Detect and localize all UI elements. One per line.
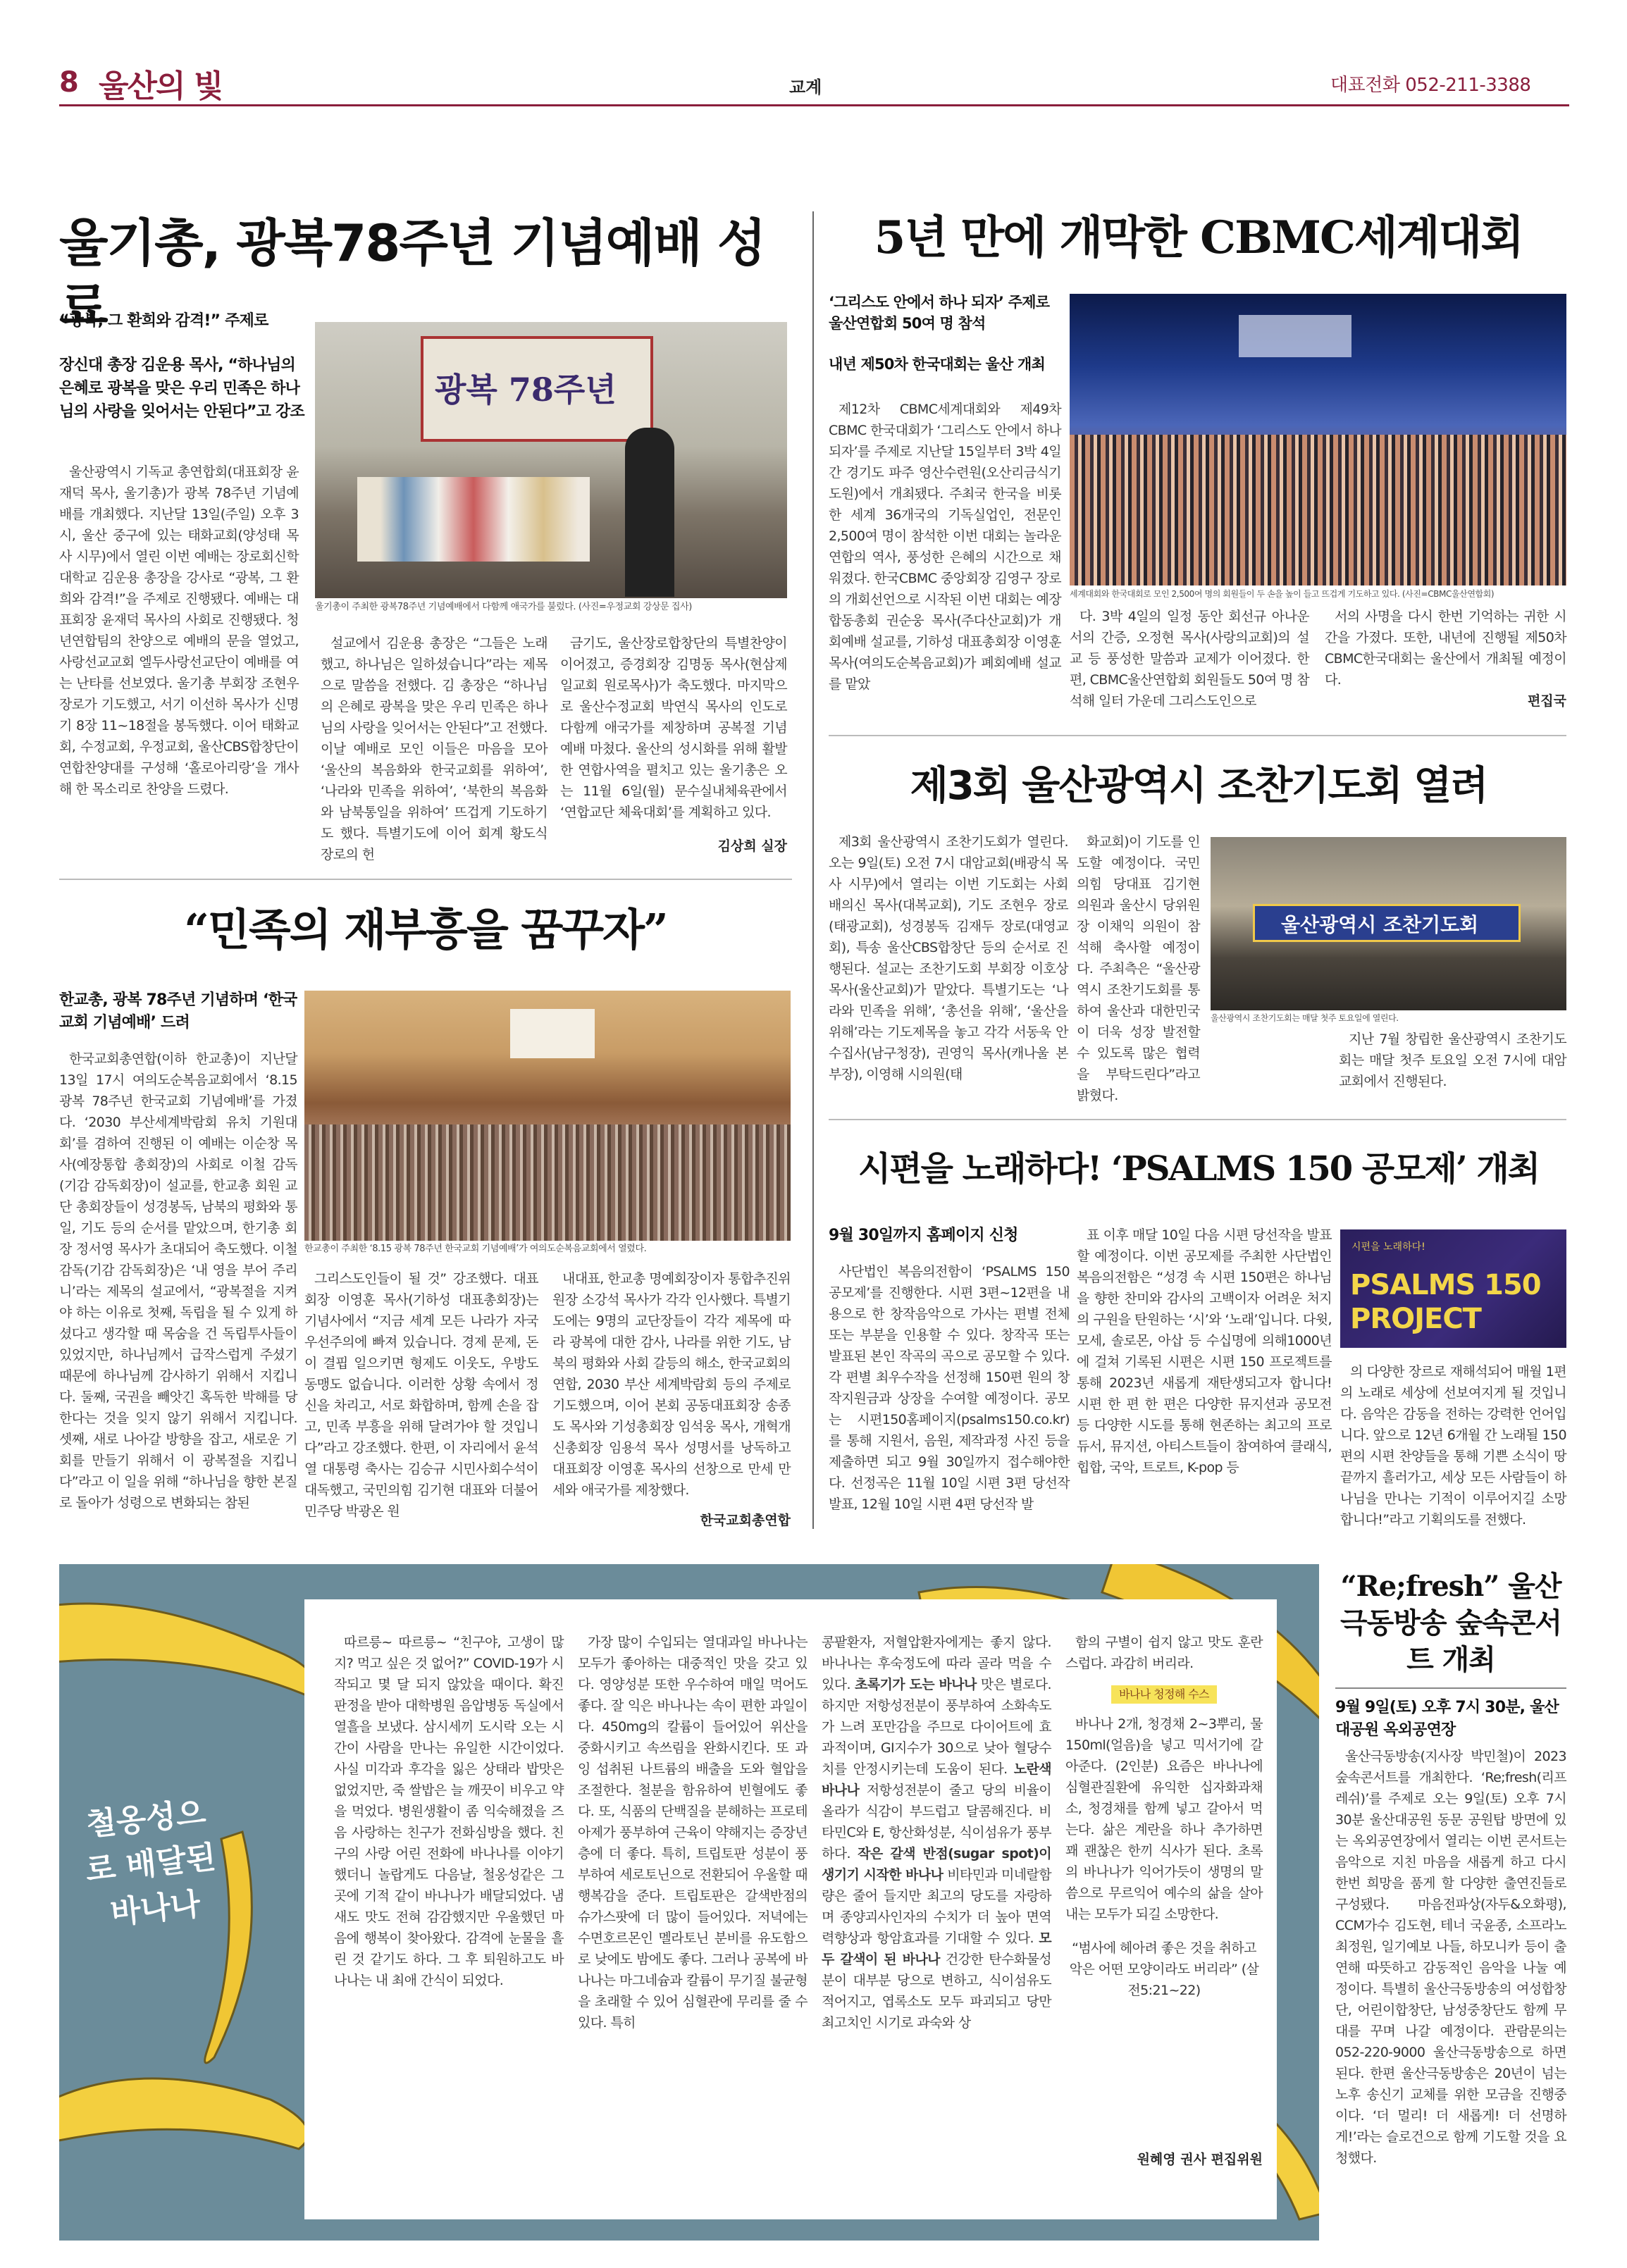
article6-col3-bold2: 노란색 바나나	[822, 1761, 1051, 1798]
divider	[829, 735, 1566, 736]
article7-title: “Re;fresh” 울산극동방송 숲속콘서트 개최	[1340, 1570, 1562, 1676]
article3-title: 제3회 울산광역시 조찬기도회 열려	[910, 763, 1487, 809]
banana-vertical-title: 철옹성으로 배달된 바나나	[84, 1795, 218, 1932]
divider	[829, 1119, 1566, 1120]
header-rule	[59, 104, 1569, 106]
article6-byline: 원혜영 권사 편집위원	[1137, 2152, 1263, 2167]
article3-col2	[1077, 831, 1200, 1106]
article1-col1	[59, 461, 299, 800]
column-divider	[812, 211, 814, 1529]
banana-feature	[59, 1564, 1319, 2241]
masthead-logo: 울산의 빛	[99, 68, 223, 104]
article3-col1-text: 제3회 울산광역시 조찬기도회가 열린다. 오는 9일(토) 오전 7시 대암교회(배광식 목사 시무)에서 열리는 이번 기도회는 사회 배의신 목사(대복교회), 기도 조현우 장로(태광교회), 성경봉독 김재두 장로(대영교회), 특송 울산CBS합창단 등의 순서로 진행된다. 설교는 조찬기도회 부회장 이호상 목사(울산교회)가 맡았다. 특별기도는 ‘나라와 민족을 위해’, ‘총선을 위해’, ‘울산을 위해’라는 기도제목을 놓고 각각 서동욱 안수집사(남구청장), 권영익 목사(캐나울 본부장), 이영해 시의원(태	[829, 834, 1068, 1082]
article6-col3-text2: 맛은 별로다. 하지만 저항성전분이 풍부하여 소화속도가 느려 포만감을 주므로 다이어트에 효과적이며, GI지수가 30으로 낮아 혈당수치를 안정시키는데 도움이 된다.	[822, 1677, 1051, 1777]
poster-title-line2: PROJECT	[1350, 1303, 1481, 1335]
article3-col1	[829, 831, 1068, 1085]
article1-subtitle1: “광복, 그 환희와 감격!” 주제로	[59, 312, 268, 330]
psalms-poster	[1340, 1229, 1566, 1348]
article4-col3	[552, 1268, 791, 1501]
article2-title: 5년 만에 개막한 CBMC세계대회	[874, 211, 1523, 264]
banner-text: 울산광역시 조찬기도회	[1281, 913, 1479, 936]
article6-col3-text4: 비타민과 미네랄함량은 줄어 들지만 최고의 당도를 자랑하며 종양괴사인자의 수치가 더 높아 면역력향상과 항암효과를 기대할 수 있다.	[822, 1867, 1051, 1946]
phone-number: 대표전화 052-211-3388	[1330, 75, 1531, 96]
article7-subtitle: 9월 9일(토) 오후 7시 30분, 울산대공원 옥외공연장	[1335, 1699, 1559, 1739]
article2-col1-text: 제12차 CBMC세계대회와 제49차 CBMC 한국대회가 ‘그리스도 안에서 하나 되자’를 주제로 지난달 15일부터 3박 4일간 경기도 파주 영산수련원(오산리금식기도원)에서 개최됐다. 주최국 한국을 비롯한 세계 36개국의 기독실업인, 전문인 2,500여 명이 참석한 이번 대회는 놀라운 연합의 역사, 풍성한 은혜의 시간으로 채워졌다. 한국CBMC 중앙회장 김영구 장로의 개회선언으로 시작된 이번 대회는 예장합동총회 권순웅 목사(주다산교회)가 개회예배 설교를, 기하성 대표총회장 이영훈 목사(여의도순복음교회)가 폐회예배 설교를 맡았	[829, 402, 1061, 692]
article7-body-text: 울산극동방송(지사장 박민철)이 2023 숲속콘서트를 개최한다. ‘Re;fresh(리프레쉬)’를 주제로 오는 9일(토) 오후 7시 30분 울산대공원 동문 공원탑 방면에 있는 옥외공연장에서 열리는 이번 콘서트는 음악으로 지친 마음을 새롭게 하고 다시 한번 희망을 품게 할 다양한 출연진들로 구성됐다. 마음전파상(자두&오화평), CCM가수 김도현, 테너 국윤종, 소프라노 최정원, 일기예보 나들, 하모니카 등이 출연해 따뜻하고 감동적인 음악을 나눌 예정이다. 특별히 울산극동방송의 여성합창단, 어린이합창단, 남성중창단도 함께 무대를 꾸며 나갈 예정이다. 관람문의는 052-220-9000 울산극동방송으로 하면 된다. 한편 울산극동방송은 20년이 넘는 노후 송신기 교체를 위한 모금을 진행중이다. ‘더 멀리! 더 새롭게! 더 선명하게!’라는 슬로건으로 함께 기도할 것을 요청했다.	[1335, 1749, 1566, 2166]
article1-col3	[560, 633, 787, 823]
banana-shape	[59, 2078, 308, 2149]
article1-col2	[321, 633, 548, 865]
article4-col1-text: 한국교회총연합(이하 한교총)이 지난달 13일 17시 여의도순복음교회에서 ‘8.15 광복 78주년 한국교회 기념예배’를 가졌다. ‘2030 부산세계박람회 유치 기원대회’를 겸하여 진행된 이 예배는 이순창 목사(예장통합 총회장)의 사회로 이철 감독(기감 감독회장)이 설교를, 한교총 회원 교단 총회장들이 성경봉독, 남북의 평화와 통일, 기도 등의 순서를 맡았으며, 한기총 회장 정서영 목사가 초대되어 축도했다. 이철 감독(기감 감독회장)은 ‘내 영을 부어 주리니’라는 제목의 설교에서, “광복절을 지켜야 하는 이유로 첫째, 독립을 될 수 있게 하셨다고 생각할 때 목숨을 건 독립투사들이 있었지만, 하나님께서 급작스럽게 주셨기 때문에 하나님께 감사하기 위해서 지킵니다. 둘째, 국권을 빼앗긴 혹독한 박해를 당한다는 것을 잊지 않기 위해서 지킵니다. 셋째, 새로 나아갈 방향을 잡고, 새로운 기회를 만들기 위해서 이 광복절을 지킵니다”라고 이 일을 위해 “하나님을 향한 본질로 돌아가 성령으로 변화되는 참된	[59, 1051, 297, 1511]
banana-shape	[59, 1604, 316, 1698]
article6-col4-text2: 바나나 2개, 청경채 2~3뿌리, 물 150ml(얼음)을 넣고 믹서기에 갈아준다. (2인분) 요즘은 바나나에 심혈관질환에 유익한 십자화과채소, 청경채를 함께 넣고 갈아서 먹는다. 삶은 계란을 하나 추가하면 꽤 괜찮은 한끼 식사가 된다. 초록의 바나나가 익어가듯이 생명의 말씀으로 무르익어 예수의 삶을 살아내는 모두가 되길 소망한다.	[1065, 1716, 1263, 1922]
article1-byline: 김상희 실장	[717, 838, 787, 854]
article2-byline: 편집국	[1527, 693, 1566, 709]
article5-subtitle: 9월 30일까지 홈페이지 신청	[829, 1227, 1018, 1244]
article5-col2-text: 표 이후 매달 10일 다음 시편 당선작을 발표할 예정이다. 이번 공모제를 주최한 사단법인 복음의전함은 “성경 속 시편 150편은 하나님을 향한 찬미와 감사의 고백이자 어려운 처지의 구원을 탄원하는 ‘시’와 ‘노래’입니다. 다윗, 모세, 솔로몬, 아삽 등 수십명에 의해1000년에 걸쳐 기록된 시편은 시편 150 프로젝트를 통해 2023년 새롭게 재탄생되고자 합니다! 시편 한 편 한 편은 다양한 뮤지션과 공모전 등 다양한 시도를 통해 현존하는 최고의 프로듀서, 뮤지션, 아티스트들이 참여하여 클래식, 힙합, 국악, 트로트, K-pop 등	[1077, 1227, 1332, 1475]
article5-col2	[1077, 1225, 1332, 1478]
article2-col2-text: 다. 3박 4일의 일정 동안 회선규 아나운서의 간증, 오정현 목사(사랑의교회)의 설교 등 풍성한 말씀과 교제가 이어졌다. 한편, CBMC울산연합회 회원들도 50여 명 참석해 일터 가운데 그리스도인으로	[1070, 609, 1309, 709]
article5-col1	[829, 1261, 1070, 1515]
section-label: 교계	[789, 78, 822, 97]
article2-caption: 세계대회와 한국대회로 모인 2,500여 명의 회원들이 두 손을 높이 들고 뜨겁게 기도하고 있다. (사진=CBMC울산연합회)	[1070, 589, 1495, 599]
article6-col2-text: 가장 많이 수입되는 열대과일 바나나는 모두가 좋아하는 대중적인 맛을 갖고 있다. 영양성분 또한 우수하여 매일 먹어도 좋다. 잘 익은 바나나는 속이 편한 과일이다. 450mg의 칼륨이 들어있어 위산을 중화시키고 속쓰림을 완화시킨다. 또 과잉 섭취된 나트륨의 배출을 도와 혈압을 조절한다. 철분을 함유하여 빈혈에도 좋다. 또, 식품의 단백질을 분해하는 프로테아제가 풍부하여 근육이 약해지는 증장년층에 더 좋다. 특히, 트립토판 성분이 풍부하여 세로토닌으로 전환되어 우울할 때 행복감을 준다. 트립토판은 갈색반점의 슈가스팟에 더 많이 들어있다. 저녁에는 수면호르몬인 멜라토닌 분비를 유도함으로 낮에도 밤에도 좋다. 그러나 공복에 바나나는 마그네슘과 칼륨이 무기질 불균형을 초래할 수 있어 심혈관에 무리를 줄 수 있다. 특히	[578, 1635, 808, 2031]
poster-small-text: 시편을 노래하다!	[1351, 1241, 1425, 1253]
audience	[304, 1124, 791, 1241]
article2-col1	[829, 399, 1061, 695]
article2-subtitle1: ‘그리스도 안에서 하나 되자’ 주제로 울산연합회 50여 명 참석	[829, 294, 1050, 332]
article6-col3-bold4: 모두 갈색이 된 바나나	[822, 1931, 1051, 1967]
article6-col4-text1: 함의 구별이 쉽지 않고 맛도 훈란스럽다. 과감히 버리라.	[1065, 1635, 1263, 1671]
article6-col4	[1065, 1632, 1263, 2001]
article3-col2-text: 화교회)이 기도를 인도할 예정이다. 국민의힘 당대표 김기현 의원과 울산시 당위원장 이채익 의원이 참석해 축사할 예정이다. 주최측은 “울산광역시 조찬기도회를 통하여 울산과 대한민국이 더욱 성장 발전할 수 있도록 많은 협력을 부탁드린다”라고 밝혔다.	[1077, 834, 1200, 1103]
article2-col3-text: 서의 사명을 다시 한번 기억하는 귀한 시간을 가졌다. 또한, 내년에 진행될 제50차 CBMC한국대회는 울산에서 개최될 예정이다.	[1325, 609, 1566, 688]
article1-col1-text: 울산광역시 기독교 총연합회(대표회장 윤재덕 목사, 울기총)가 광복 78주년 기념예배를 개최했다. 지난달 13일(주일) 오후 3시, 울산 중구에 있는 태화교회(양성태 목사 시무)에서 열린 이번 예배는 장로회신학대학교 김운용 총장을 강사로 “광복, 그 환희와 감격!”을 주제로 진행됐다. 예배는 대표회장 윤재덕 목사의 사회로 진행됐다. 청년연합팀의 찬양으로 예배의 문을 열었고, 사랑선교교회 엘두사랑선교단이 예배를 여는 난타를 선보였다. 울기총 부회장 조현우 장로가 기도했고, 서기 이선하 목사가 신명기 8장 11~18절을 봉독했다. 이어 태화교회, 수정교회, 우정교회, 울산CBS합창단이 연합찬양대를 구성해 ‘홀로아리랑’을 개사해 한 목소리로 찬양을 드렸다.	[59, 464, 299, 797]
article2-col2	[1070, 606, 1309, 712]
article4-subtitle: 한교총, 광복 78주년 기념하며 ‘한국교회 기념예배’ 드려	[59, 991, 297, 1031]
page-number: 8	[59, 66, 79, 99]
article1-title: 울기총, 광복78주년 기념예배 성료	[59, 213, 765, 336]
article6-col3-text3: 저항성전분이 줄고 당의 비율이 올라가 식감이 부드럽고 달콤해진다. 비타민C와 E, 항산화성분, 식이섬유가 풍부하다.	[822, 1783, 1051, 1861]
article2-subtitle2: 내년 제50차 한국대회는 울산 개최	[829, 356, 1045, 373]
article5-col1-text: 사단법인 복음의전함이 ‘PSALMS 150 공모제’를 진행한다. 시편 3편~12편을 내용으로 한 창작음악으로 가사는 편별 전체 또는 부분을 인용할 수 있다. 창작곡 또는 발표된 본인 작곡의 곡으로 공모할 수 있다. 각 편별 최우수작을 선정해 150편 원의 창작지원금과 상장을 수여할 예정이다. 공모는 시편150홈페이지(psalms150.co.kr)를 통해 지원서, 음원, 제작과정 사진 등을 제출하면 되고 9월 30일까지 접수해야한다. 선정곡은 11월 10일 시편 3편 당선작 발표, 12월 10일 시편 4편 당선작 발	[829, 1264, 1070, 1512]
article6-col3-text1: 콩팥환자, 저혈압환자에게는 좋지 않다. 바나나는 후숙정도에 따라 골라 먹을 수 있다.	[822, 1635, 1051, 1692]
article4-photo	[304, 991, 791, 1241]
divider	[59, 879, 792, 880]
article3-photo	[1211, 837, 1566, 1010]
article7-body	[1335, 1746, 1566, 2169]
article1-caption: 울기총이 주최한 광복78주년 기념예배에서 다함께 애국가를 불렀다. (사진=우정교회 강상문 집사)	[315, 602, 692, 612]
banner-text: 광복 78주년	[435, 371, 617, 409]
article6-quote: “범사에 헤아려 좋은 것을 취하고 악은 어떤 모양이라도 버리라” (살전5:21~22)	[1069, 1940, 1259, 1998]
article2-photo	[1070, 294, 1566, 585]
article4-col3-text: 내대표, 한교총 명예회장이자 통합추진위원장 소강석 목사가 각각 인사했다. 특별기도에는 9명의 교단장들이 각각 제목에 따라 광복에 대한 감사, 나라를 위한 기도, 남북의 평화와 사회 갈등의 해소, 한국교회의 연합, 2030 부산 세계박람회 등의 주제로 기도했으며, 이어 본회 공동대표회장 송종도 목사와 기성총회장 임석웅 목사, 개혁개신총회장 임용석 목사 성명서를 낭독하고 대표회장 이영훈 목사의 선창으로 만세 만세와 애국가를 제창했다.	[552, 1271, 791, 1498]
article4-byline: 한국교회총연합	[700, 1513, 791, 1528]
article6-col3-bold1: 초록기가 도는 바나나	[854, 1677, 977, 1692]
article4-title: “민족의 재부흥을 꿈꾸자”	[184, 904, 667, 955]
article4-col2-text: 그리스도인들이 될 것” 강조했다. 대표회장 이영훈 목사(기하성 대표총회장)는 기념사에서 “지금 세계 모든 나라가 자국 우선주의에 빠져 있습니다. 경제 문제, 돈이 결핍 일으키면 형제도 이웃도, 우방도 동맹도 없습니다. 이러한 상황 속에서 정신을 차리고, 서로 화합하며, 함께 손을 잡고, 민족 부흥을 위해 달려가야 할 것입니다”라고 강조했다. 한편, 이 자리에서 윤석열 대통령 축사는 김승규 시민사회수석이 대독했고, 국민의힘 김기현 대표와 더불어민주당 박광온 원	[304, 1271, 538, 1519]
article1-photo	[315, 322, 787, 598]
article6-col1-text: 따르릉~ 따르릉~ “친구야, 고생이 많지? 먹고 싶은 것 없어?” COVID-19가 시작되고 몇 달 되지 않았을 때이다. 확진 판정을 받아 대학병원 음압병동 독실에서 열흘을 보냈다. 삼시세끼 도시락 오는 시간이 사람을 만나는 유일한 시간이었다. 사실 미각과 후각을 잃은 상태라 밥맛은 없었지만, 죽 쌀밥은 늘 깨끗이 비우고 약을 먹었다. 병원생활이 좀 익숙해졌을 즈음 사랑하는 친구가 전화심방을 했다. 친구의 사랑 어린 전화에 바나나를 이야기했더니 놀랍게도 다음날, 철옹성같은 그곳에 기적 같이 바나나가 배달되었다. 냄새도 맛도 전혀 감감했지만 우울했던 마음에 행복이 찾아왔다. 감격에 눈물을 흘린 것 같기도 하다. 그 후 퇴원하고도 바나나는 내 최애 간식이 되었다.	[334, 1635, 564, 1988]
article7-title-rule	[1335, 1687, 1566, 1689]
article3-col3	[1339, 1029, 1566, 1092]
recipe-title: 바나나 청정해 수스	[1111, 1685, 1217, 1704]
article1-col3-text: 금기도, 울산장로합창단의 특별찬양이 이어졌고, 증경회장 김명동 목사(현삼제일교회 원로목사)가 축도했다. 마지막으로 울산수정교회 박연식 목사의 인도로 다함께 애국가를 제창하며 공복절 기념예배 마쳤다. 울산의 성시화를 위해 활발한 연합사역을 펼치고 있는 울기총은 오는 11월 6일(월) 문수실내체육관에서 ‘연합교단 체육대회’를 계획하고 있다.	[560, 636, 787, 820]
article4-col2	[304, 1268, 538, 1522]
stage-screen	[1239, 315, 1351, 357]
poster-title-line1: PSALMS 150	[1350, 1269, 1541, 1301]
article1-col2-text: 설교에서 김운용 총장은 “그들은 노래했고, 하나님은 일하셨습니다”라는 제목으로 말씀을 전했다. 김 총장은 “하나님의 은혜로 광복을 맞은 우리 민족은 하나님의 사랑을 잊어서는 안된다”고 전했다. 이날 예배로 모인 이들은 마음을 모아 ‘울산의 복음화와 한국교회를 위하여’, ‘나라와 민족을 위하여’, ‘북한의 복음화와 남북통일을 위하여’ 뜨겁게 기도하기도 했다. 특별기도에 이어 회계 황도식 장로의 헌	[321, 636, 548, 862]
article5-col3-text: 의 다양한 장르로 재해석되어 매월 1편의 노래로 세상에 선보여지게 될 것입니다. 음악은 감동을 전하는 강력한 언어입니다. 앞으로 12년 6개월 간 노래될 150편의 시편 찬양들을 통해 기쁜 소식이 땅끝까지 흘러가고, 세상 모든 사람들이 하나님을 만나는 기적이 이루어지길 소망합니다!”라고 기획의도를 전했다.	[1340, 1364, 1566, 1528]
article6-col3-text5: 건강한 탄수화물성분이 대부분 당으로 변하고, 식이섬유도 적어지고, 엽록소도 모두 파괴되고 당만 최고치인 시기로 과숙와 상	[822, 1952, 1051, 2031]
article2-col3	[1325, 606, 1566, 690]
article5-title: 시편을 노래하다! ‘PSALMS 150 공모제’ 개최	[858, 1149, 1540, 1189]
article6-col3-bold3: 작은 갈색 반점(sugar spot)이 생기기 시작한 바나나	[822, 1846, 1051, 1883]
article4-caption: 한교총이 주최한 ‘8.15 광복 78주년 한국교회 기념예배’가 여의도순복음교회에서 열렸다.	[304, 1244, 647, 1254]
article6-col2	[578, 1632, 808, 2033]
article1-subtitle2: 장신대 총장 김운용 목사, “하나님의 은혜로 광복을 맞은 우리 민족은 하나님의 사랑을 잊어서는 안된다”고 강조	[59, 357, 304, 421]
article6-col3	[822, 1632, 1051, 2033]
stage-screen	[510, 1009, 595, 1058]
article4-col1	[59, 1048, 297, 1513]
article5-col3	[1340, 1361, 1566, 1530]
article6-col1	[334, 1632, 564, 1991]
article3-col3-text: 지난 7월 창립한 울산광역시 조찬기도회는 매달 첫주 토요일 오전 7시에 대암교회에서 진행된다.	[1339, 1031, 1566, 1089]
crowd	[1070, 435, 1566, 585]
children-figures	[357, 477, 590, 562]
speaker-figure	[625, 428, 674, 597]
article3-caption: 울산광역시 조찬기도회는 매달 첫주 토요일에 열린다.	[1211, 1013, 1399, 1023]
